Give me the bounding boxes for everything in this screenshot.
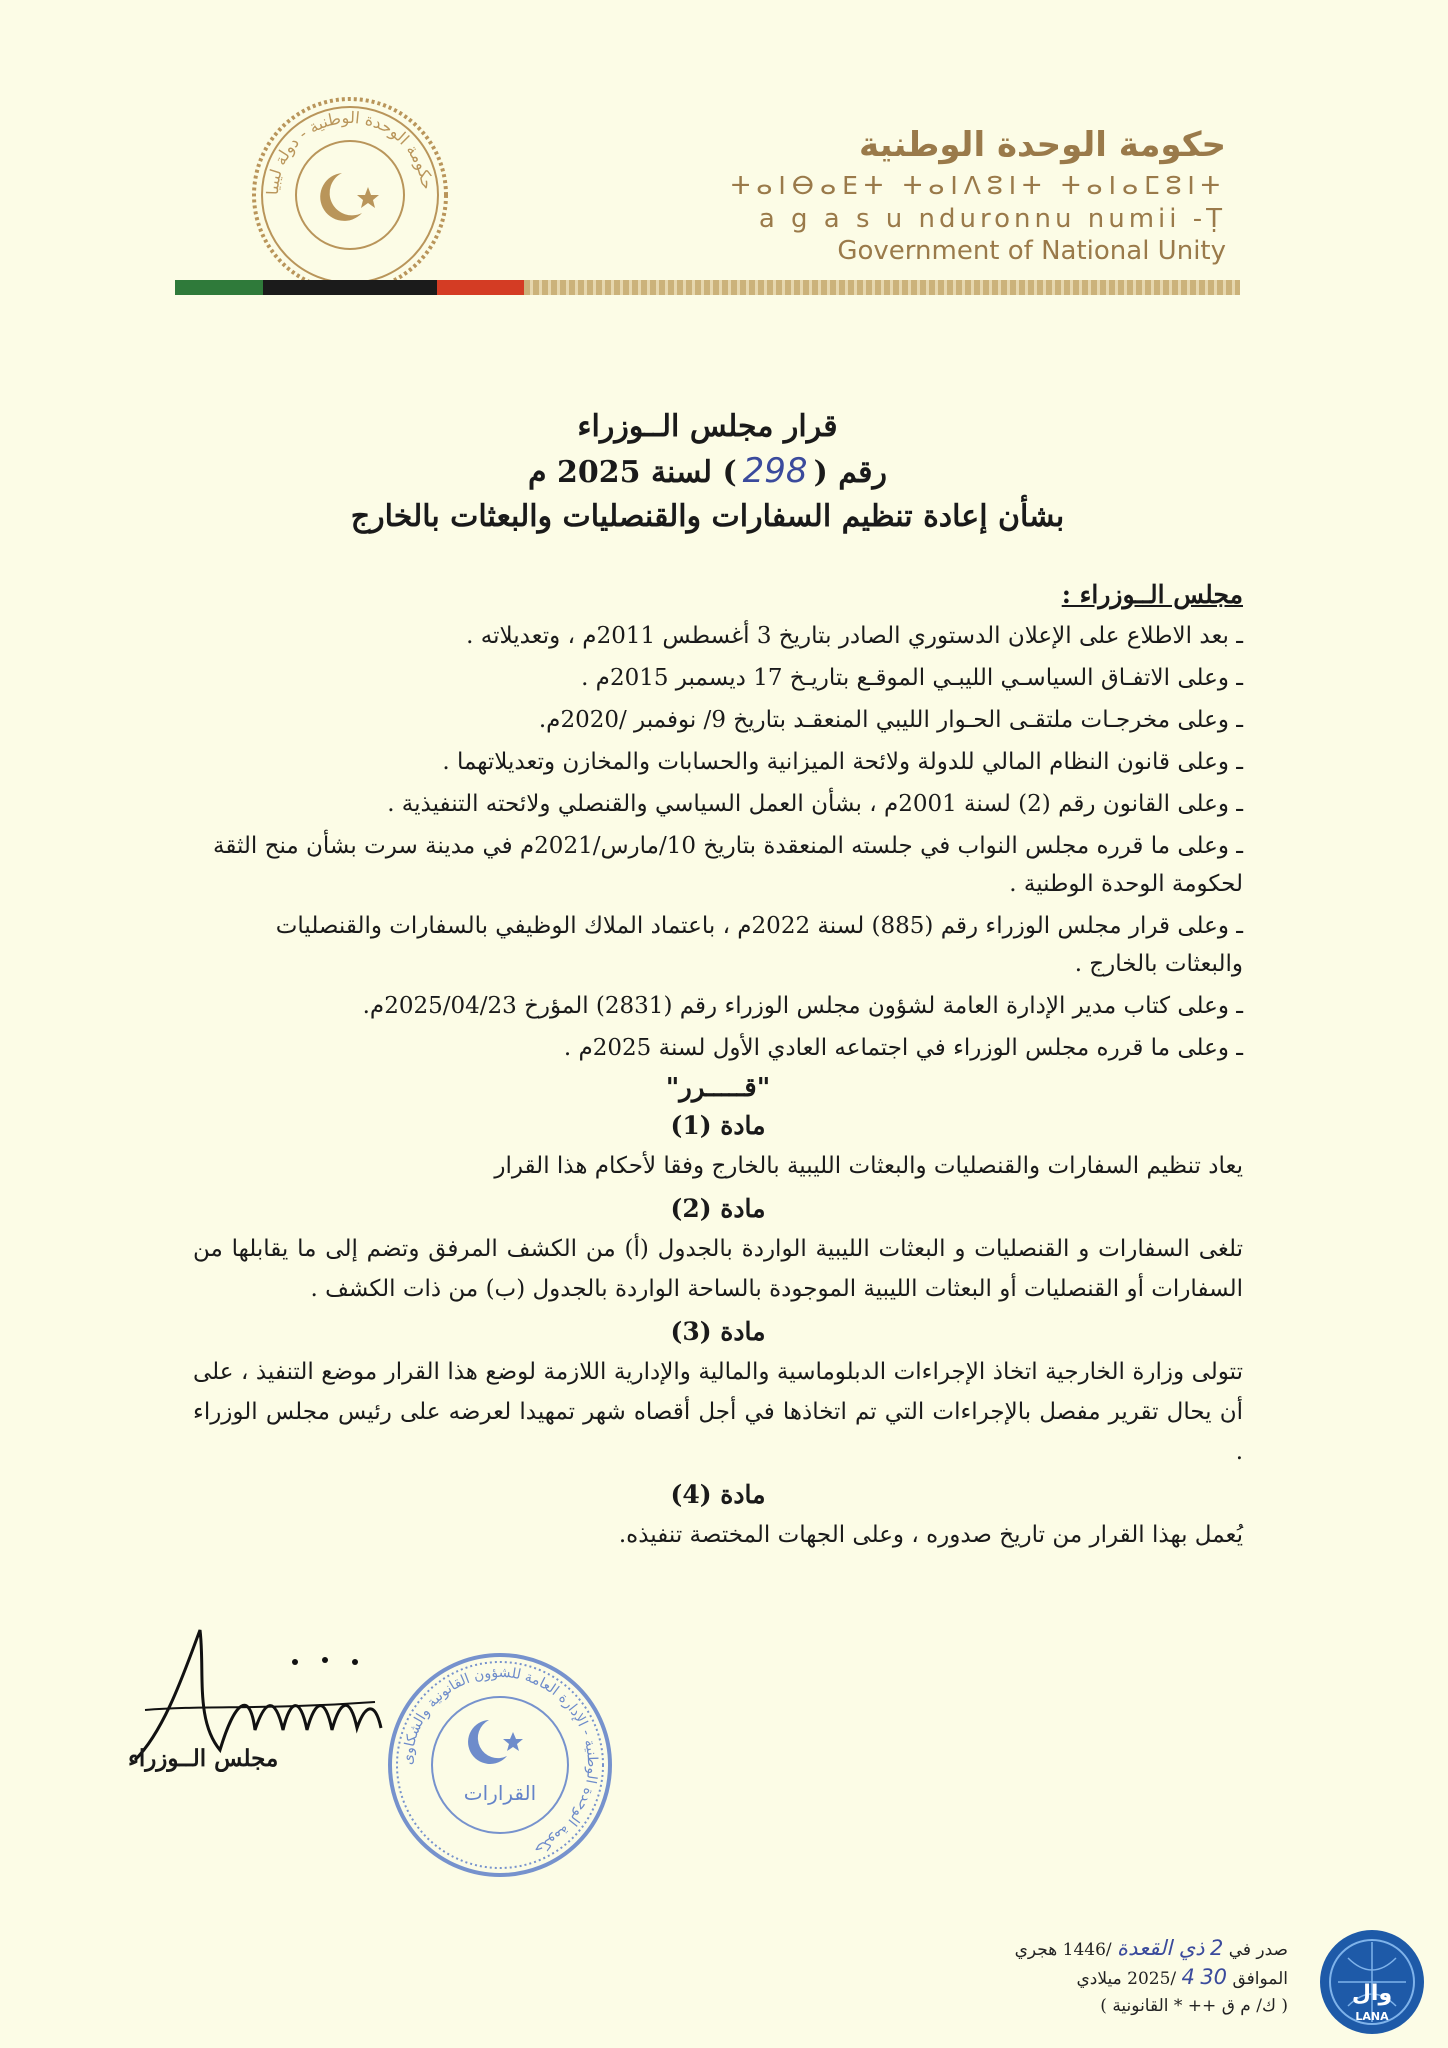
preamble-clause: ـ وعلى ما قرره مجلس الوزراء في اجتماعه العادي الأول لسنة 2025م .	[563, 1035, 1243, 1061]
lana-english-label: LANA	[1355, 2010, 1389, 2023]
government-name-tifinagh: ⵜⴰⵏⴱⴰⴹⵜ ⵜⴰⵏⴷⵓⵏⵜ ⵜⴰⵏⴰⵎⵓⵏⵜ	[731, 171, 1226, 200]
official-stamp-icon	[385, 1650, 615, 1880]
decree-title	[175, 405, 1240, 539]
government-name-arabic: حكومة الوحدة الوطنية	[858, 125, 1226, 165]
decree-body	[193, 580, 1243, 1561]
decree-number: 298	[742, 451, 808, 491]
reference-row: ( ك/ م ق ++ * القانونية )	[1100, 1996, 1288, 2016]
greg-day: 30	[1200, 1965, 1228, 1989]
article-text: يعاد تنظيم السفارات والقنصليات والبعثات الليبية بالخارج وفقا لأحكام هذا القرار	[494, 1153, 1243, 1179]
emblem-ring-text: حكومة الوحدة الوطنية - دولة ليبيا	[262, 107, 437, 196]
article-title: مادة (1)	[670, 1111, 766, 1140]
preamble-heading: مجلس الــوزراء :	[1061, 580, 1243, 609]
issue-footer	[1015, 1935, 1288, 2020]
preamble-clause: ـ وعلى ما قرره مجلس النواب في جلسته المنعقدة بتاريخ 10/مارس/2021م في مدينة سرت بشأن منح الثقة لحكومة الوحدة الوطنية .	[212, 833, 1243, 897]
preamble-clause: ـ بعد الاطلاع على الإعلان الدستوري الصادر بتاريخ 3 أغسطس 2011م ، وتعديلاته .	[466, 623, 1243, 649]
government-name-amazigh: a g a s u nduronnu numii -Ṭ	[758, 204, 1226, 234]
preamble-clause: ـ وعلى مخرجـات ملتقـى الحـوار الليبي المنعقـد بتاريخ 9/ نوفمبر /2020م.	[538, 707, 1243, 733]
article-text: تتولى وزارة الخارجية اتخاذ الإجراءات الدبلوماسية والمالية والإدارية اللازمة لوضع هذا القرار موضع التنفيذ ، على أن يحال تقرير مفصل بالإجراءات التي تم اتخاذها في أجل أقصاه شهر تمهيدا لعرضه على رئيس مجلس الوزراء .	[193, 1359, 1243, 1465]
article-title: مادة (3)	[670, 1317, 766, 1346]
preamble-clause: ـ وعلى قرار مجلس الوزراء رقم (885) لسنة 2022م ، باعتماد الملاك الوظيفي بالسفارات والقنصليات والبعثات بالخارج .	[275, 913, 1243, 977]
stamp-center-label: القرارات	[463, 1781, 537, 1805]
lana-arabic-label: وال	[1351, 1981, 1393, 2006]
preamble-clause: ـ وعلى الاتفـاق السياسـي الليبـي الموقـع بتاريـخ 17 ديسمبر 2015م .	[581, 665, 1243, 691]
government-name-english: Government of National Unity	[837, 236, 1226, 266]
article-title: مادة (2)	[670, 1194, 766, 1223]
hijri-day: 2	[1209, 1936, 1224, 1960]
issued-gregorian-row: الموافق 30 4 /2025 ميلادي	[1076, 1965, 1288, 1989]
preamble-clause: ـ وعلى كتاب مدير الإدارة العامة لشؤون مجلس الوزراء رقم (2831) المؤرخ 2025/04/23م.	[362, 993, 1243, 1019]
flag-divider	[175, 280, 1240, 295]
preamble-clause: ـ وعلى قانون النظام المالي للدولة ولائحة الميزانية والحسابات والمخازن وتعديلاتهما .	[442, 749, 1243, 775]
letterhead	[731, 125, 1226, 266]
decided-heading: "قـــــرر"	[665, 1073, 771, 1103]
lana-logo-icon	[1318, 1928, 1426, 2036]
stamp-ring-text: حكومة الوحدة الوطنية - الإدارة العامة للشؤون القانونية والشكاوى	[399, 1664, 601, 1858]
article-title: مادة (4)	[670, 1480, 766, 1509]
government-emblem-icon	[250, 95, 450, 295]
issued-hijri-row: صدر في 2 ذي القعدة /1446 هجري	[1014, 1936, 1288, 1960]
title-line-2: رقم (298) لسنة 2025 م	[528, 451, 887, 491]
article-text: يُعمل بهذا القرار من تاريخ صدوره ، وعلى الجهات المختصة تنفيذه.	[618, 1522, 1243, 1548]
article-text: تلغى السفارات و القنصليات و البعثات الليبية الواردة بالجدول (أ) من الكشف المرفق وتضم إلى ما يقابلها من السفارات أو القنصليات أو البعثات الليبية الموجودة بالساحة الواردة بالجدول (ب) من ذات الكشف .	[193, 1236, 1243, 1302]
greg-month: 4	[1181, 1965, 1195, 1989]
hijri-month: ذي القعدة	[1117, 1936, 1205, 1960]
preamble-clause: ـ وعلى القانون رقم (2) لسنة 2001م ، بشأن العمل السياسي والقنصلي ولائحته التنفيذية .	[387, 791, 1243, 817]
signature-label: مجلس الــوزراء	[128, 1745, 279, 1772]
title-line-3: بشأن إعادة تنظيم السفارات والقنصليات والبعثات بالخارج	[350, 499, 1065, 534]
title-line-1: قرار مجلس الــوزراء	[577, 409, 838, 444]
